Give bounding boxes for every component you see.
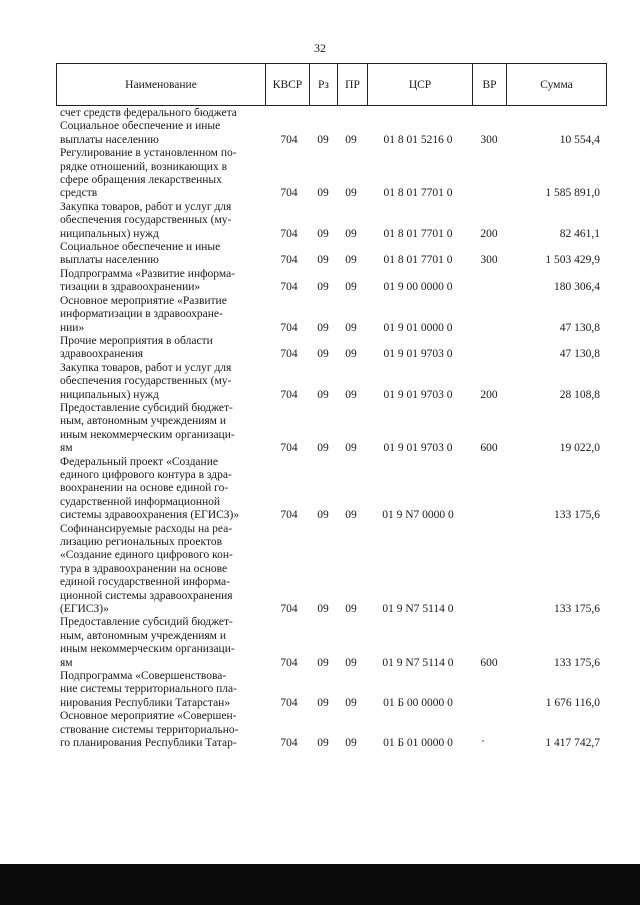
- table-row: [56, 268, 606, 295]
- cell-kvsr: 704: [280, 603, 298, 616]
- cell-rz: 09: [317, 737, 329, 750]
- row-name-line: «Создание единого цифрового кон-: [60, 549, 233, 562]
- row-name-line: Социальное обеспечение и иные: [60, 120, 221, 133]
- row-name-line: ным, автономным учреждениям и: [60, 415, 226, 428]
- row-name: [56, 402, 264, 456]
- row-name-line: Основное мероприятие «Совершен-: [60, 710, 237, 723]
- cell-csr: 01 9 N7 0000 0: [382, 509, 454, 522]
- row-name-line: ным, автономным учреждениям и: [60, 629, 226, 642]
- cell-kvsr: 704: [280, 388, 298, 401]
- cell-csr: 01 9 01 9703 0: [383, 348, 453, 361]
- row-name-line: воохранении на основе единой го-: [60, 482, 229, 495]
- cell-sum: 10 554,4: [559, 133, 600, 146]
- cell-rz: 09: [317, 388, 329, 401]
- row-name: [56, 456, 264, 523]
- row-name: [56, 120, 264, 147]
- cell-rz: 09: [317, 442, 329, 455]
- cell-pr: 09: [345, 321, 357, 334]
- cell-rz: 09: [317, 603, 329, 616]
- cell-csr: 01 9 N7 5114 0: [382, 656, 454, 669]
- cell-rz: 09: [317, 227, 329, 240]
- cell-pr: 09: [345, 388, 357, 401]
- cell-csr: 01 Б 00 0000 0: [383, 696, 453, 709]
- table-row: [56, 147, 606, 201]
- row-name-line: выплаты населению: [60, 254, 159, 267]
- cell-pr: 09: [345, 187, 357, 200]
- cell-vr: 200: [480, 388, 498, 401]
- table-row: [56, 362, 606, 402]
- cell-rz: 09: [317, 321, 329, 334]
- cell-pr: 09: [345, 603, 357, 616]
- cell-pr: 09: [345, 227, 357, 240]
- table-row: [56, 670, 606, 710]
- table-row: [56, 241, 606, 268]
- row-name-line: иным некоммерческим организаци-: [60, 643, 235, 656]
- cell-sum: 82 461,1: [559, 227, 600, 240]
- row-name: [56, 335, 264, 362]
- cell-csr: 01 9 01 0000 0: [383, 321, 453, 334]
- cell-rz: 09: [317, 696, 329, 709]
- row-name: [56, 147, 264, 201]
- scan-speck: [482, 740, 484, 742]
- row-name: [56, 241, 264, 268]
- cell-sum: 133 175,6: [554, 603, 600, 616]
- header-rz: Рз: [310, 64, 338, 106]
- cell-pr: 09: [345, 509, 357, 522]
- cell-csr: 01 Б 01 0000 0: [383, 737, 453, 750]
- cell-pr: 09: [345, 442, 357, 455]
- cell-kvsr: 704: [280, 509, 298, 522]
- row-name-line: Предоставление субсидий бюджет-: [60, 616, 233, 629]
- cell-vr: 300: [480, 133, 498, 146]
- table-row: [56, 295, 606, 335]
- row-name-line: ниципальных) нужд: [60, 388, 159, 401]
- cell-rz: 09: [317, 187, 329, 200]
- row-name-line: единого цифрового контура в здра-: [60, 468, 232, 481]
- cell-rz: 09: [317, 254, 329, 267]
- table-row: [56, 616, 606, 670]
- cell-kvsr: 704: [280, 737, 298, 750]
- row-name-line: единой государственной информа-: [60, 576, 230, 589]
- row-name-line: Социальное обеспечение и иные: [60, 241, 221, 254]
- cell-csr: 01 8 01 5216 0: [383, 133, 453, 146]
- row-name-line: иным некоммерческим организаци-: [60, 428, 235, 441]
- row-name-line: тура в здравоохранении на основе: [60, 562, 228, 575]
- cell-kvsr: 704: [280, 696, 298, 709]
- cell-kvsr: 704: [280, 227, 298, 240]
- table-header: [56, 63, 607, 106]
- cell-pr: 09: [345, 254, 357, 267]
- cell-csr: 01 9 00 0000 0: [383, 281, 453, 294]
- row-name-line: Федеральный проект «Создание: [60, 455, 218, 468]
- cell-pr: 09: [345, 696, 357, 709]
- cell-vr: 200: [480, 227, 498, 240]
- cell-pr: 09: [345, 737, 357, 750]
- header-sum: Сумма: [507, 64, 607, 106]
- row-name: [56, 362, 264, 402]
- cell-kvsr: 704: [280, 254, 298, 267]
- row-name-line: нии»: [60, 321, 85, 334]
- page-number: 32: [314, 41, 326, 55]
- cell-sum: 28 108,8: [559, 388, 600, 401]
- row-name-line: сфере обращения лекарственных: [60, 174, 222, 187]
- cell-sum: 133 175,6: [554, 656, 600, 669]
- row-name-line: ниципальных) нужд: [60, 227, 159, 240]
- table-body: [56, 107, 606, 751]
- row-name-line: обеспечения государственных (му-: [60, 375, 232, 388]
- cell-sum: 47 130,8: [559, 348, 600, 361]
- cell-sum: 180 306,4: [554, 281, 600, 294]
- cell-kvsr: 704: [280, 187, 298, 200]
- row-name: [56, 107, 264, 120]
- cell-rz: 09: [317, 348, 329, 361]
- row-name-line: сударственной информационной: [60, 495, 221, 508]
- table-row: [56, 120, 606, 147]
- cell-sum: 1 676 116,0: [545, 696, 600, 709]
- header-kvsr: КВСР: [266, 64, 310, 106]
- row-name-line: Регулирование в установленном по-: [60, 147, 237, 160]
- cell-kvsr: 704: [280, 321, 298, 334]
- row-name: [56, 616, 264, 670]
- row-name-line: обеспечения государственных (му-: [60, 214, 232, 227]
- row-name-line: лизацию региональных проектов: [60, 536, 223, 548]
- table-row: [56, 402, 606, 456]
- table-row: [56, 710, 606, 750]
- row-name-line: Подпрограмма «Совершенствова-: [60, 670, 227, 683]
- header-pr: ПР: [338, 64, 368, 106]
- row-name-line: ям: [60, 442, 73, 455]
- cell-csr: 01 8 01 7701 0: [383, 254, 453, 267]
- table-row: [56, 456, 606, 523]
- cell-pr: 09: [345, 281, 357, 294]
- cell-kvsr: 704: [280, 348, 298, 361]
- cell-csr: 01 8 01 7701 0: [383, 187, 453, 200]
- row-name-line: ствование системы территориально-: [60, 723, 239, 736]
- cell-csr: 01 9 N7 5114 0: [382, 603, 454, 616]
- row-name-line: средств: [60, 187, 98, 200]
- row-name-line: информатизации в здравоохране-: [60, 308, 223, 321]
- row-name-line: Предоставление субсидий бюджет-: [60, 401, 233, 414]
- cell-sum: 1 417 742,7: [545, 737, 600, 750]
- table-row: [56, 523, 606, 617]
- cell-sum: 133 175,6: [554, 509, 600, 522]
- cell-csr: 01 9 01 9703 0: [383, 388, 453, 401]
- cell-rz: 09: [317, 509, 329, 522]
- row-name-line: выплаты населению: [60, 133, 159, 146]
- row-name-line: здравоохранения: [60, 348, 144, 361]
- row-name-line: ние системы территориального пла-: [60, 683, 237, 696]
- row-name-line: Подпрограмма «Развитие информа-: [60, 267, 236, 280]
- cell-pr: 09: [345, 133, 357, 146]
- cell-pr: 09: [345, 348, 357, 361]
- row-name-line: системы здравоохранения (ЕГИСЗ)»: [60, 509, 240, 522]
- cell-vr: 300: [480, 254, 498, 267]
- row-name-line: тизации в здравоохранении»: [60, 281, 201, 294]
- header-name: Наименование: [57, 64, 266, 106]
- row-name: [56, 201, 264, 241]
- table-row: [56, 107, 606, 120]
- row-name-line: счет средств федерального бюджета: [60, 107, 237, 119]
- cell-sum: 1 585 891,0: [545, 187, 600, 200]
- row-name: [56, 523, 264, 617]
- row-name-line: ям: [60, 656, 73, 669]
- row-name: [56, 268, 264, 295]
- row-name: [56, 710, 264, 750]
- scan-bottom-edge: [0, 864, 640, 905]
- cell-kvsr: 704: [280, 133, 298, 146]
- cell-csr: 01 9 01 9703 0: [383, 442, 453, 455]
- row-name-line: Закупка товаров, работ и услуг для: [60, 361, 232, 374]
- cell-kvsr: 704: [280, 442, 298, 455]
- cell-rz: 09: [317, 656, 329, 669]
- cell-kvsr: 704: [280, 656, 298, 669]
- row-name-line: Основное мероприятие «Развитие: [60, 294, 227, 307]
- cell-csr: 01 8 01 7701 0: [383, 227, 453, 240]
- row-name-line: Закупка товаров, работ и услуг для: [60, 200, 232, 213]
- row-name-line: рядке отношений, возникающих в: [60, 160, 227, 173]
- cell-rz: 09: [317, 281, 329, 294]
- cell-kvsr: 704: [280, 281, 298, 294]
- row-name-line: ционной системы здравоохранения: [60, 589, 233, 602]
- row-name-line: (ЕГИСЗ)»: [60, 603, 109, 616]
- row-name-line: го планирования Республики Татар-: [60, 737, 237, 750]
- row-name: [56, 295, 264, 335]
- cell-vr: 600: [480, 656, 498, 669]
- cell-rz: 09: [317, 133, 329, 146]
- row-name-line: Софинансируемые расходы на реа-: [60, 522, 233, 535]
- row-name-line: нирования Республики Татарстан»: [60, 696, 231, 709]
- cell-pr: 09: [345, 656, 357, 669]
- cell-sum: 1 503 429,9: [545, 254, 600, 267]
- header-vr: ВР: [473, 64, 507, 106]
- table-row: [56, 201, 606, 241]
- header-csr: ЦСР: [368, 64, 473, 106]
- row-name: [56, 670, 264, 710]
- cell-sum: 19 022,0: [559, 442, 600, 455]
- table-row: [56, 335, 606, 362]
- cell-vr: 600: [480, 442, 498, 455]
- row-name-line: Прочие мероприятия в области: [60, 334, 213, 347]
- cell-sum: 47 130,8: [559, 321, 600, 334]
